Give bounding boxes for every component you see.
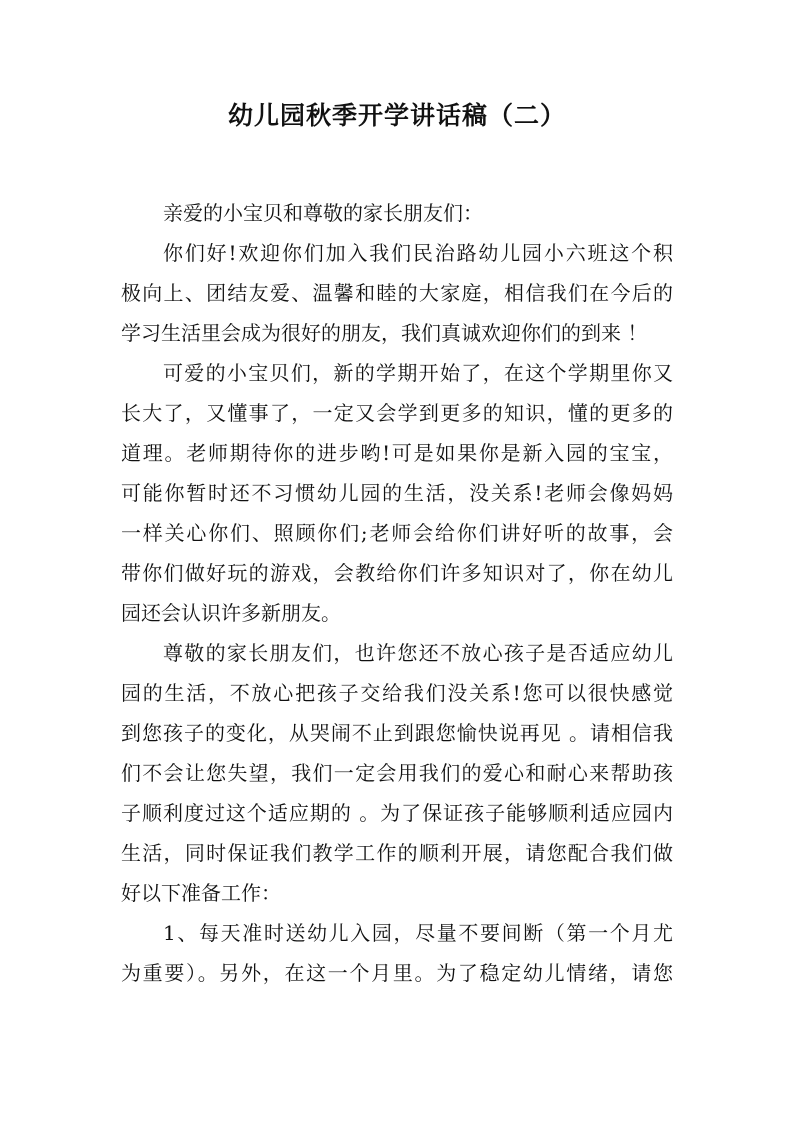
text-line: 们不会让您失望，我们一定会用我们的爱心和耐心来帮助孩 (121, 761, 673, 785)
text-line: 园还会认识许多新朋友。 (121, 601, 341, 625)
text-line: 带你们做好玩的游戏，会教给你们许多知识对了，你在幼儿 (121, 561, 673, 585)
text-line: 尊敬的家长朋友们，也许您还不放心孩子是否适应幼儿 (163, 641, 673, 665)
text-line: 为重要）。另外，在这一个月里。为了稳定幼儿情绪，请您 (121, 961, 673, 985)
text-line: 可爱的小宝贝们，新的学期开始了，在这个学期里你又 (163, 361, 673, 385)
document-title: 幼儿园秋季开学讲话稿（二） (227, 101, 566, 130)
text-line: 你们好!欢迎你们加入我们民治路幼儿园小六班这个积 (163, 241, 673, 265)
text-line: 道理。老师期待你的进步哟!可是如果你是新入园的宝宝， (121, 441, 673, 465)
document-body (121, 193, 673, 993)
text-line: 亲爱的小宝贝和尊敬的家长朋友们： (163, 201, 483, 225)
text-line: 子顺利度过这个适应期的 。为了保证孩子能够顺利适应园内 (121, 801, 673, 825)
text-line: 长大了，又懂事了，一定又会学到更多的知识，懂的更多的 (121, 401, 673, 425)
text-line: 一样关心你们、照顾你们;老师会给你们讲好听的故事，会 (121, 521, 673, 545)
text-line: 可能你暂时还不习惯幼儿园的生活，没关系!老师会像妈妈 (121, 481, 673, 505)
text-line: 好以下准备工作： (121, 881, 281, 905)
text-line: 学习生活里会成为很好的朋友，我们真诚欢迎你们的到来 ！ (121, 321, 648, 345)
text-line: 极向上、团结友爱、温馨和睦的大家庭，相信我们在今后的 (121, 281, 673, 305)
text-line: 到您孩子的变化，从哭闹不止到跟您愉快说再见 。请相信我 (121, 721, 673, 745)
text-line: 生活，同时保证我们教学工作的顺利开展，请您配合我们做 (121, 841, 673, 865)
text-line: 1、每天准时送幼儿入园，尽量不要间断（第一个月尤 (163, 921, 673, 945)
text-line: 园的生活，不放心把孩子交给我们没关系!您可以很快感觉 (121, 681, 673, 705)
